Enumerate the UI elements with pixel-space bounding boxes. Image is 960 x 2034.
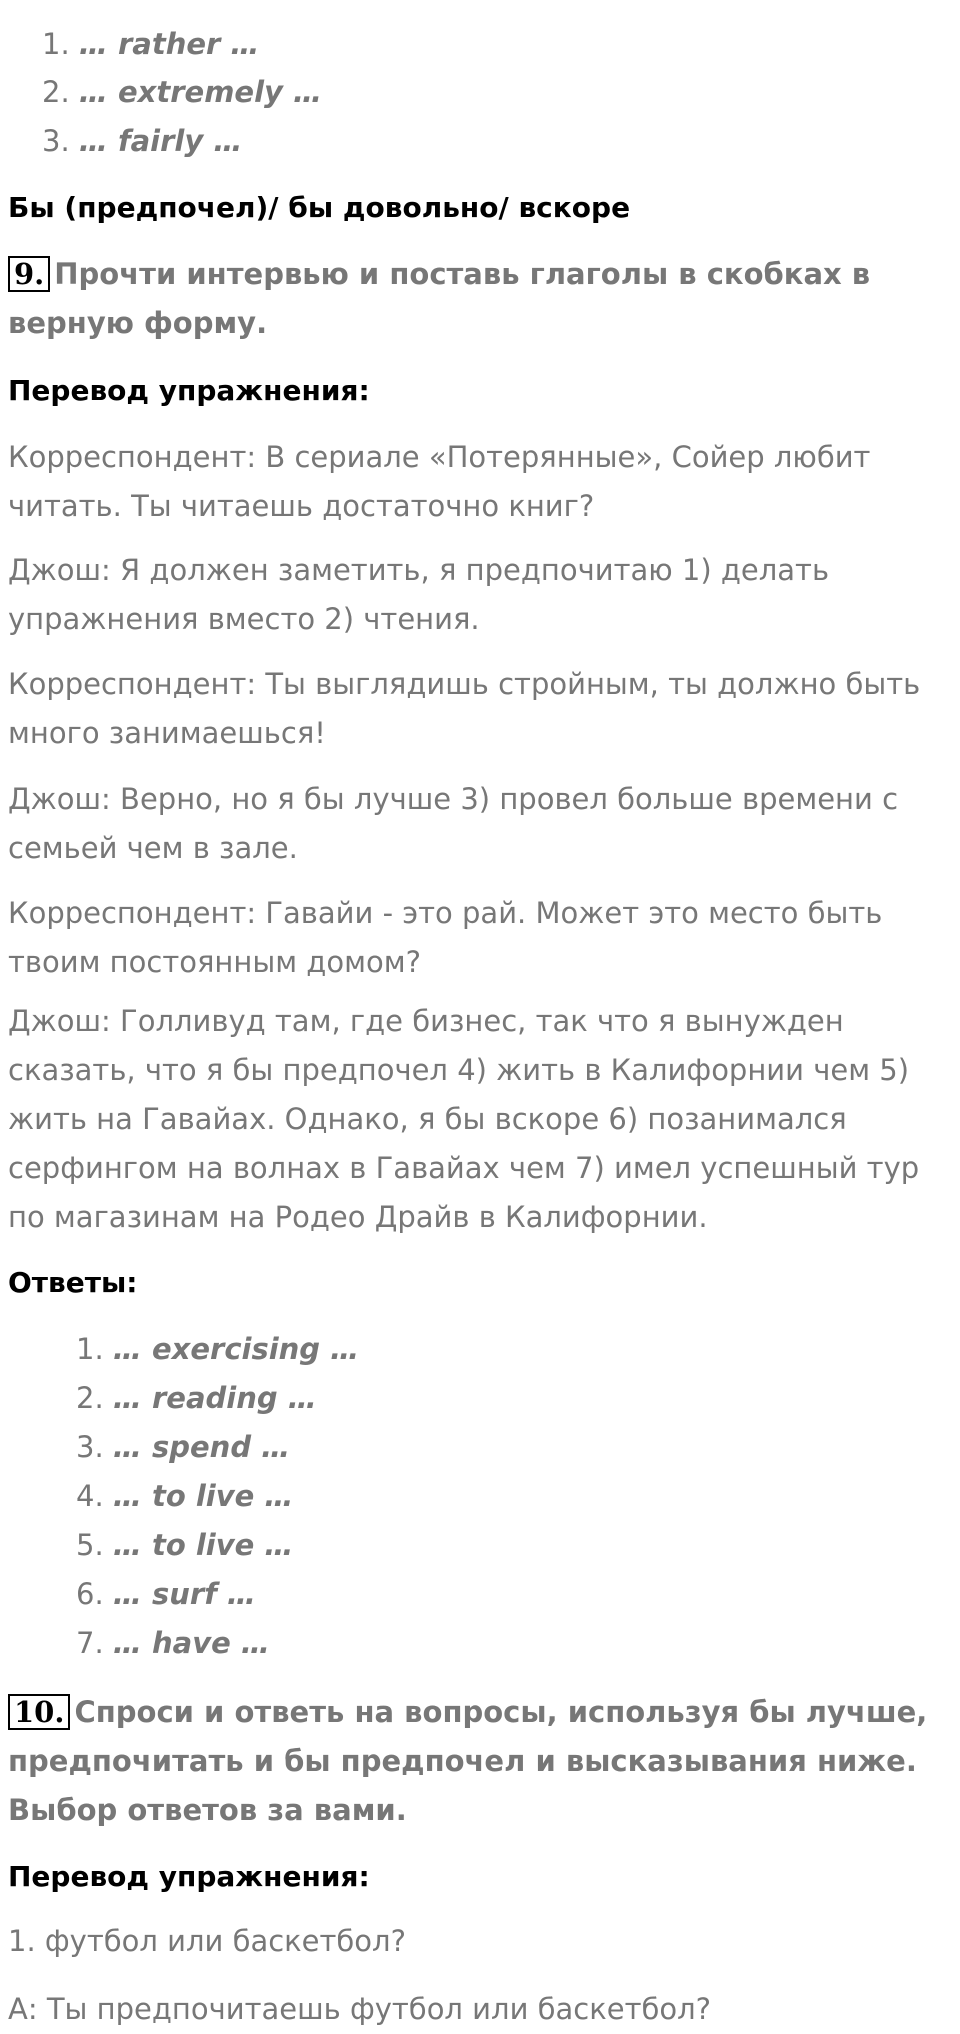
answer-text: … rather … [78, 27, 260, 61]
answer-number: 2. [76, 1381, 104, 1415]
answer-item [76, 1428, 290, 1466]
answer-text: … have … [112, 1626, 270, 1660]
answer-item [42, 122, 242, 160]
answer-number: 3. [76, 1430, 104, 1464]
answer-item [76, 1477, 293, 1515]
translation-heading: Перевод упражнения: [8, 374, 370, 407]
task-instruction: Прочти интервью и поставь глаголы в скобках в верную форму. [8, 257, 871, 340]
answer-number: 2. [42, 75, 70, 109]
translation-heading: Перевод упражнения: [8, 1860, 370, 1893]
answers-heading: Ответы: [8, 1266, 138, 1299]
task10-line: 1. футбол или баскетбол? [8, 1924, 406, 1958]
answer-text: … to live … [112, 1479, 294, 1513]
answer-item [42, 73, 322, 111]
answer-number: 6. [76, 1577, 104, 1611]
answer-text: … to live … [112, 1528, 294, 1562]
dialogue-line: Корреспондент: Гавайи - это рай. Может это место быть твоим постоянным домом? [8, 896, 883, 979]
answer-item [42, 25, 259, 63]
answer-item [76, 1575, 256, 1613]
answer-item [76, 1330, 359, 1368]
answer-number: 1. [42, 27, 70, 61]
dialogue-line: Корреспондент: Ты выглядишь стройным, ты должно быть много занимаешься! [8, 667, 921, 750]
answer-text: … surf … [112, 1577, 256, 1611]
answer-number: 5. [76, 1528, 104, 1562]
answer-number: 1. [76, 1332, 104, 1366]
answer-item [76, 1624, 270, 1662]
task-10 [8, 1688, 953, 1835]
task-number-box: 9. [8, 256, 50, 292]
task-instruction: Спроси и ответь на вопросы, используя бы лучше, предпочитать и бы предпочел и высказывания ниже. Выбор ответов за вами. [8, 1695, 928, 1827]
task-9 [8, 250, 953, 348]
answer-number: 4. [76, 1479, 104, 1513]
answer-text: … extremely … [78, 75, 323, 109]
task-number-box: 10. [8, 1694, 70, 1730]
task10-line: А: Ты предпочитаешь футбол или баскетбол? [8, 1992, 712, 2026]
answer-item [76, 1526, 293, 1564]
answer-text: … reading … [112, 1381, 317, 1415]
answer-summary: Бы (предпочел)/ бы довольно/ вскоре [8, 191, 631, 224]
dialogue-line: Джош: Я должен заметить, я предпочитаю 1) делать упражнения вместо 2) чтения. [8, 553, 830, 636]
dialogue-line: Джош: Голливуд там, где бизнес, так что я вынужден сказать, что я бы предпочел 4) жить в Калифорнии чем 5) жить на Гавайах. Однако, я бы вскоре 6) позанимался серфингом на волнах в Гавайах чем 7) имел успешный тур по магазинам на Родео Драйв в Калифорнии. [8, 1004, 920, 1234]
dialogue-line: Корреспондент: В сериале «Потерянные», Сойер любит читать. Ты читаешь достаточно книг? [8, 440, 871, 523]
dialogue-line: Джош: Верно, но я бы лучше 3) провел больше времени с семьей чем в зале. [8, 782, 899, 865]
answer-number: 3. [42, 124, 70, 158]
answer-item [76, 1379, 317, 1417]
answer-text: … spend … [112, 1430, 291, 1464]
answer-text: … fairly … [78, 124, 243, 158]
answer-number: 7. [76, 1626, 104, 1660]
answer-text: … exercising … [112, 1332, 360, 1366]
